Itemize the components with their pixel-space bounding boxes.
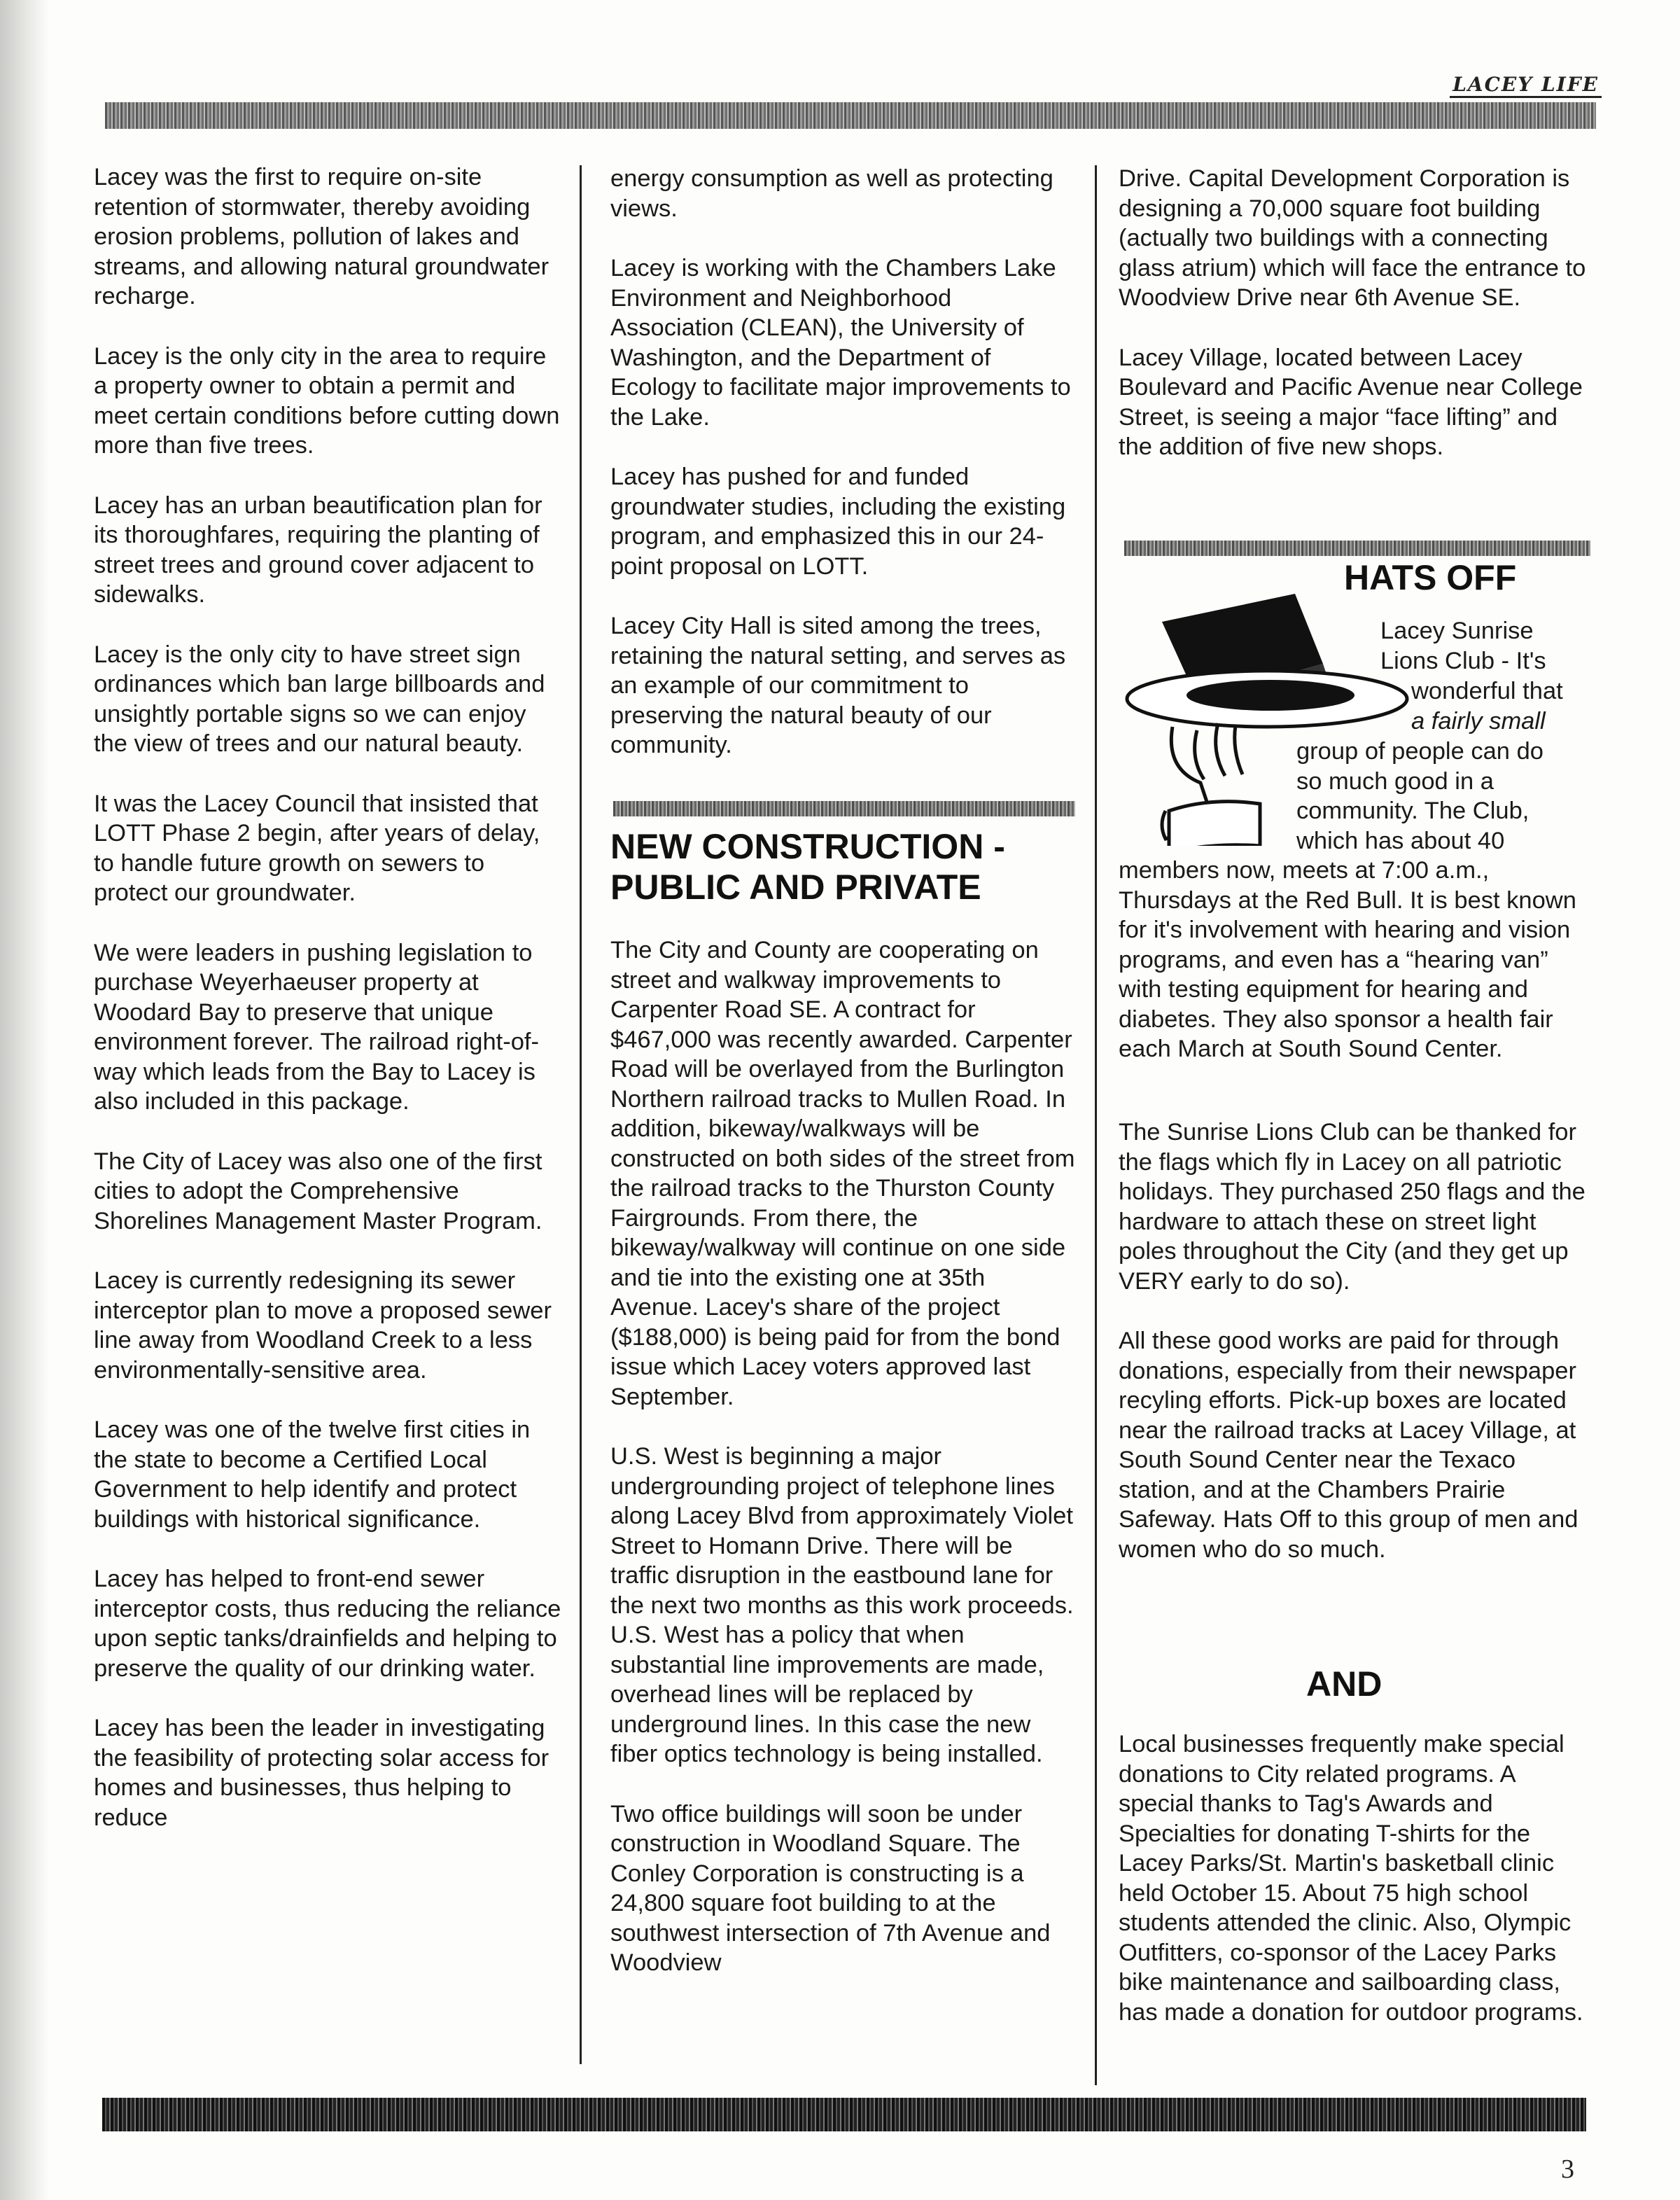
paragraph: Lacey is working with the Chambers Lake Environment and Neighborhood Association (CLEAN), the University of Washington, and the Department of Ecology to facilitate major improvements to the Lake. <box>610 255 1071 431</box>
paragraph: It was the Lacey Council that insisted that LOTT Phase 2 begin, after years of delay, to handle future growth on sewers to protect our groundwater. <box>94 790 540 906</box>
paragraph: Two office buildings will soon be under construction in Woodland Square. The Conley Corporation is constructing is a 24,800 square foot building to at the southwest intersection of 7th Avenue and Woodview <box>610 1800 1051 1976</box>
page-number: 3 <box>1561 2154 1574 2184</box>
bottom-decorative-bar <box>102 2098 1586 2131</box>
hats-off-intro: Lacey Sunrise Lions Club - It's <box>1380 618 1546 674</box>
paragraph: Local businesses frequently make special donations to City related programs. A special thanks to Tag's Awards and Specialties for donating T-shirts for the Lacey Parks/St. Martin's basketball clinic held October 15. About 75 high school students attended the clinic. Also, Olympic Outfitters, co-sponsor of the Lacey Parks bike maintenance and sailboarding class, has made a donation for outdoor programs. <box>1119 1731 1583 2026</box>
paragraph: The Sunrise Lions Club can be thanked for the flags which fly in Lacey on all patriotic holidays. They purchased 250 flags and the hardware to attach these on street light poles throughout the City (and they get up VERY early to do so). <box>1119 1119 1586 1295</box>
hats-off-body: members now, meets at 7:00 a.m., Thursdays at the Red Bull. It is best known for it's involvement with hearing and vision programs, and even has a “hearing van” with testing equipment for hearing and diabetes. They also sponsor a health fair each March at South Sound Center. <box>1119 857 1576 1062</box>
paragraph: Lacey was one of the twelve first cities in the state to become a Certified Local Government to help identify and protect buildings with historical significance. <box>94 1416 531 1533</box>
paragraph: The City and County are cooperating on street and walkway improvements to Carpenter Road SE. A contract for $467,000 was recently awarded. Carpenter Road will be overlayed from the Burlington Northern railroad tracks to Mullen Road. In addition, bikeway/walkways will be constructed on both sides of the street from the railroad tracks to the Thurston County Fairgrounds. From there, the bikeway/walkway will continue on one side and tie into the existing one at 35th Avenue. Lacey's share of the project ($188,000) is being paid for from the bond issue which Lacey voters approved last September. <box>610 937 1075 1410</box>
paragraph: Lacey Village, located between Lacey Boulevard and Pacific Avenue near College Street, is seeing a major “face lifting” and the addition of five new shops. <box>1119 344 1583 460</box>
top-decorative-bar <box>105 102 1596 129</box>
paragraph: All these good works are paid for through donations, especially from their newspaper recyling efforts. Pick-up boxes are located near the railroad tracks at Lacey Village, at South Sound Center near the Texaco station, and at the Chambers Prairie Safeway. Hats Off to this group of men and women who do so much. <box>1119 1328 1578 1563</box>
paragraph: The City of Lacey was also one of the first cities to adopt the Comprehensive Shorelines Management Master Program. <box>94 1148 542 1234</box>
paragraph: Lacey has pushed for and funded groundwater studies, including the existing program, and emphasized this in our 24-point proposal on LOTT. <box>610 464 1066 580</box>
column-rule-2 <box>1095 165 1097 2085</box>
paragraph: Lacey is the only city in the area to require a property owner to obtain a permit and meet certain conditions before cutting down more than five trees. <box>94 342 560 459</box>
column-1 <box>94 162 564 1863</box>
hats-off-wrap-text: wonderful that a fairly small <box>1411 678 1563 735</box>
paragraph: Lacey has been the leader in investigating the feasibility of protecting solar access for homes and businesses, thus helping to reduce <box>94 1715 550 1831</box>
hats-off-heading: HATS OFF <box>1344 558 1517 597</box>
and-section-body <box>1119 1729 1589 2057</box>
paragraph: Lacey is the only city to have street sign ordinances which ban large billboards and unsightly portable signs so we can enjoy the view of trees and our natural beauty. <box>94 641 545 757</box>
column-rule-1 <box>580 165 582 2064</box>
new-construction-body <box>610 935 1077 2008</box>
paragraph: energy consumption as well as protecting views. <box>610 165 1054 222</box>
masthead: LACEY LIFE <box>1450 73 1602 98</box>
column-2 <box>610 164 1077 791</box>
paragraph: Lacey has helped to front-end sewer interceptor costs, thus reducing the reliance upon septic tanks/drainfields and helping to preserve the quality of our drinking water. <box>94 1566 561 1682</box>
column-3 <box>1119 164 1589 492</box>
paragraph: We were leaders in pushing legislation to purchase Weyerhaeuser property at Woodard Bay to preserve that unique environment forever. The railroad right-of-way which leads from the Bay to Lacey is also included in this package. <box>94 939 539 1115</box>
section-divider-bar <box>1124 541 1590 556</box>
paragraph: Drive. Capital Development Corporation is designing a 70,000 square foot building (actually two buildings with a connecting glass atrium) which will face the entrance to Woodview Drive near 6th Avenue SE. <box>1119 165 1586 311</box>
page-edge-shadow <box>0 0 49 2200</box>
paragraph: U.S. West is beginning a major undergrounding project of telephone lines along Lacey Blvd from approximately Violet Street to Homann Drive. There will be traffic disruption in the eastbound lane for the next two months as this work proceeds. U.S. West has a policy that when substantial line improvements are made, overhead lines will be replaced by underground lines. In this case the new fiber optics technology is being installed. <box>610 1443 1074 1767</box>
hats-off-wrap-text: group of people can do so much good in a community. The Club, which has about 40 <box>1296 738 1544 854</box>
paragraph: Lacey is currently redesigning its sewer interceptor plan to move a proposed sewer line away from Woodland Creek to a less environmentally-sensitive area. <box>94 1267 552 1384</box>
hats-off-continued <box>1119 1118 1589 1594</box>
paragraph: Lacey was the first to require on-site retention of stormwater, thereby avoiding erosion problems, pollution of lakes and streams, and allowing natural groundwater recharge. <box>94 164 550 309</box>
and-heading: AND <box>1306 1664 1382 1704</box>
section-divider-bar <box>613 801 1075 816</box>
paragraph: Lacey has an urban beautification plan for its thoroughfares, requiring the planting of street trees and ground cover adjacent to sidewalks. <box>94 492 542 608</box>
new-construction-heading: NEW CONSTRUCTION - PUBLIC AND PRIVATE <box>610 827 1005 907</box>
paragraph: Lacey City Hall is sited among the trees, retaining the natural setting, and serves as an example of our commitment to preserving the natural beauty of our community. <box>610 613 1066 758</box>
